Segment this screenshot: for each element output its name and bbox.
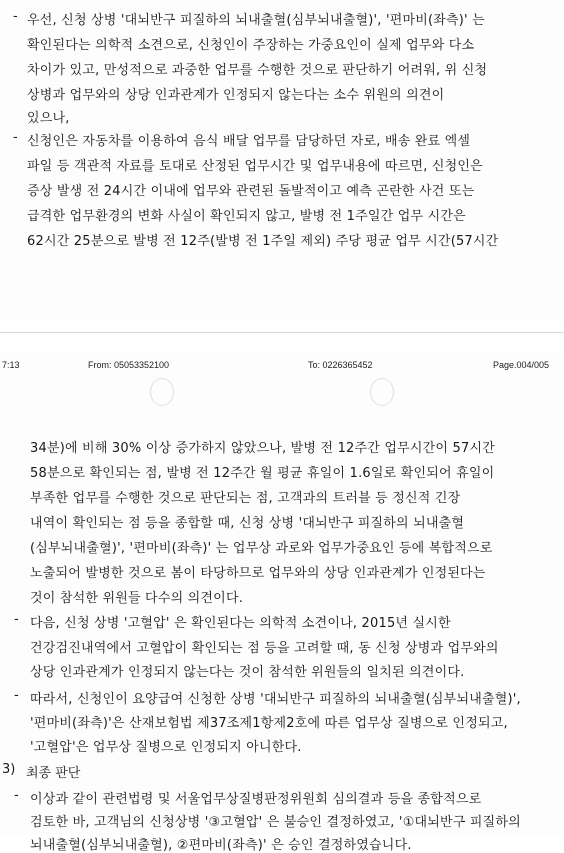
- text-line: 파일 등 객관적 자료를 토대로 산정된 업무시간 및 업무내용에 따르면, 신청인은: [27, 159, 483, 174]
- text-line: 있으나,: [27, 111, 70, 126]
- bullet-dash: -: [14, 612, 19, 627]
- text-line: '고혈압'은 업무상 질병으로 인정되지 아니한다.: [30, 740, 302, 755]
- text-line: 상병과 업무와의 상당 인과관계가 인정되지 않는다는 소수 위원의 의견이: [27, 88, 445, 103]
- page-separator: [0, 320, 564, 352]
- text-line: '편마비(좌측)'은 산재보험법 제37조제1항제2호에 따른 업무상 질병으로 인정되고,: [30, 716, 508, 731]
- fax-time: 7:13: [2, 360, 20, 370]
- text-line: 다음, 신청 상병 '고혈압' 은 확인된다는 의학적 소견이나, 2015년 실시한: [30, 616, 451, 631]
- fax-to: To: 0226365452: [308, 360, 373, 370]
- text-line: 검토한 바, 고객님의 신청상병 '③고혈압' 은 불승인 결정하였고, '①대뇌반구 피질하의: [30, 815, 521, 830]
- text-line: 노출되어 발병한 것으로 봄이 타당하므로 업무와의 상당 인과관계가 인정된다는: [30, 566, 486, 581]
- text-line: 것이 참석한 위원들 다수의 의견이다.: [30, 591, 244, 606]
- hole-punch-mark: [370, 378, 394, 406]
- text-line: 상당 인과관계가 인정되지 않는다는 것이 참석한 위원들의 일치된 의견이다.: [30, 665, 465, 680]
- text-line: 따라서, 신청인이 요양급여 신청한 상병 '대뇌반구 피질하의 뇌내출혈(심부뇌내출혈)',: [30, 692, 521, 707]
- hole-punch-mark: [150, 378, 174, 406]
- text-line: 62시간 25분으로 발병 전 12주(발병 전 1주일 제외) 주당 평균 업무 시간(57시간: [27, 234, 499, 249]
- text-line: 58분으로 확인되는 점, 발병 전 12주간 월 평균 휴일이 1.6일로 확인되어 휴일이: [30, 466, 495, 481]
- text-line: 우선, 신청 상병 '대뇌반구 피질하의 뇌내출혈(심부뇌내출혈)', '편마비(좌측)' 는: [27, 13, 485, 28]
- text-line: 건강검진내역에서 고혈압이 확인되는 점 등을 고려할 때, 동 신청 상병과 업무와의: [30, 641, 499, 656]
- bullet-dash: -: [13, 9, 18, 24]
- bullet-dash: -: [13, 130, 18, 145]
- document-page-fax: [0, 352, 564, 853]
- text-line: 신청인은 자동차를 이용하여 음식 배달 업무를 담당하던 자로, 배송 완료 엑셀: [27, 134, 471, 149]
- text-line: 이상과 같이 관련법령 및 서울업무상질병판정위원회 심의결과 등을 종합적으로: [30, 792, 482, 807]
- text-line: 부족한 업무를 수행한 것으로 판단되는 점, 고객과의 트러블 등 정신적 긴장: [30, 491, 461, 506]
- document-page-top: [0, 0, 564, 320]
- section-title: 최종 판단: [26, 766, 81, 781]
- text-line: 급격한 업무환경의 변화 사실이 확인되지 않고, 발병 전 1주일간 업무 시간은: [27, 209, 466, 224]
- text-line: 내역이 확인되는 점 등을 종합할 때, 신청 상병 '대뇌반구 피질하의 뇌내출혈: [30, 516, 465, 531]
- text-line: 차이가 있고, 만성적으로 과중한 업무를 수행한 것으로 판단하기 어려워, 위 신청: [27, 63, 488, 78]
- bullet-dash: -: [14, 688, 19, 703]
- text-line: (심부뇌내출혈)', '편마비(좌측)' 는 업무상 과로와 업무가중요인 등에 복합적으로: [30, 541, 493, 556]
- section-number: 3): [2, 762, 16, 777]
- fax-page-number: Page.004/005: [493, 360, 550, 370]
- text-line: 뇌내출혈(심부뇌내출혈), ②편마비(좌측)' 은 승인 결정하였습니다.: [30, 838, 412, 853]
- text-line: 확인된다는 의학적 소견으로, 신청인이 주장하는 가중요인이 실제 업무와 다소: [27, 38, 475, 53]
- text-line: 34분)에 비해 30% 이상 증가하지 않았으나, 발병 전 12주간 업무시간이 57시간: [30, 441, 495, 456]
- fax-from: From: 05053352100: [88, 360, 170, 370]
- text-line: 증상 발생 전 24시간 이내에 업무와 관련된 돌발적이고 예측 곤란한 사건 또는: [27, 184, 475, 199]
- bullet-dash: -: [14, 788, 19, 803]
